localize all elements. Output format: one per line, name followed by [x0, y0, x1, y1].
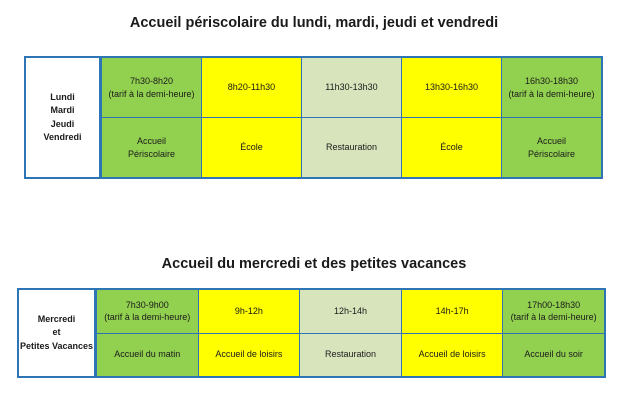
activity-slot: Accueil de loisirs — [199, 334, 300, 377]
schedule-column — [401, 58, 501, 177]
activity-slot: Accueil de loisirs — [402, 334, 503, 377]
activity-slot: Restauration — [300, 334, 401, 377]
time-slot: 7h30-9h00 (tarif à la demi-heure) — [97, 290, 198, 334]
schedule-column — [101, 58, 201, 177]
time-slot: 7h30-8h20 (tarif à la demi-heure) — [102, 58, 201, 118]
wednesday-holiday-schedule-table — [17, 288, 606, 378]
schedule-column — [198, 290, 300, 376]
schedule-column — [299, 290, 401, 376]
schedule-column — [401, 290, 503, 376]
activity-slot: Accueil du matin — [97, 334, 198, 377]
days-label: Lundi Mardi Jeudi Vendredi — [26, 58, 101, 177]
activity-slot: Accueil du soir — [503, 334, 604, 377]
time-slot: 8h20-11h30 — [202, 58, 301, 118]
time-slot: 17h00-18h30 (tarif à la demi-heure) — [503, 290, 604, 334]
activity-slot: Restauration — [302, 118, 401, 177]
section2-title: Accueil du mercredi et des petites vacances — [161, 256, 467, 272]
schedule-column — [201, 58, 301, 177]
activity-slot: Accueil Périscolaire — [102, 118, 201, 177]
activity-slot: École — [202, 118, 301, 177]
time-slot: 9h-12h — [199, 290, 300, 334]
activity-slot: École — [402, 118, 501, 177]
activity-slot: Accueil Périscolaire — [502, 118, 601, 177]
time-slot: 14h-17h — [402, 290, 503, 334]
time-slot: 13h30-16h30 — [402, 58, 501, 118]
schedule-column — [96, 290, 198, 376]
section1-title: Accueil périscolaire du lundi, mardi, jeudi et vendredi — [129, 15, 499, 31]
days-label: Mercredi et Petites Vacances — [19, 290, 96, 376]
time-slot: 12h-14h — [300, 290, 401, 334]
schedule-column — [301, 58, 401, 177]
weekday-schedule-table — [24, 56, 603, 179]
time-slot: 16h30-18h30 (tarif à la demi-heure) — [502, 58, 601, 118]
time-slot: 11h30-13h30 — [302, 58, 401, 118]
schedule-column — [502, 290, 604, 376]
schedule-column — [501, 58, 601, 177]
